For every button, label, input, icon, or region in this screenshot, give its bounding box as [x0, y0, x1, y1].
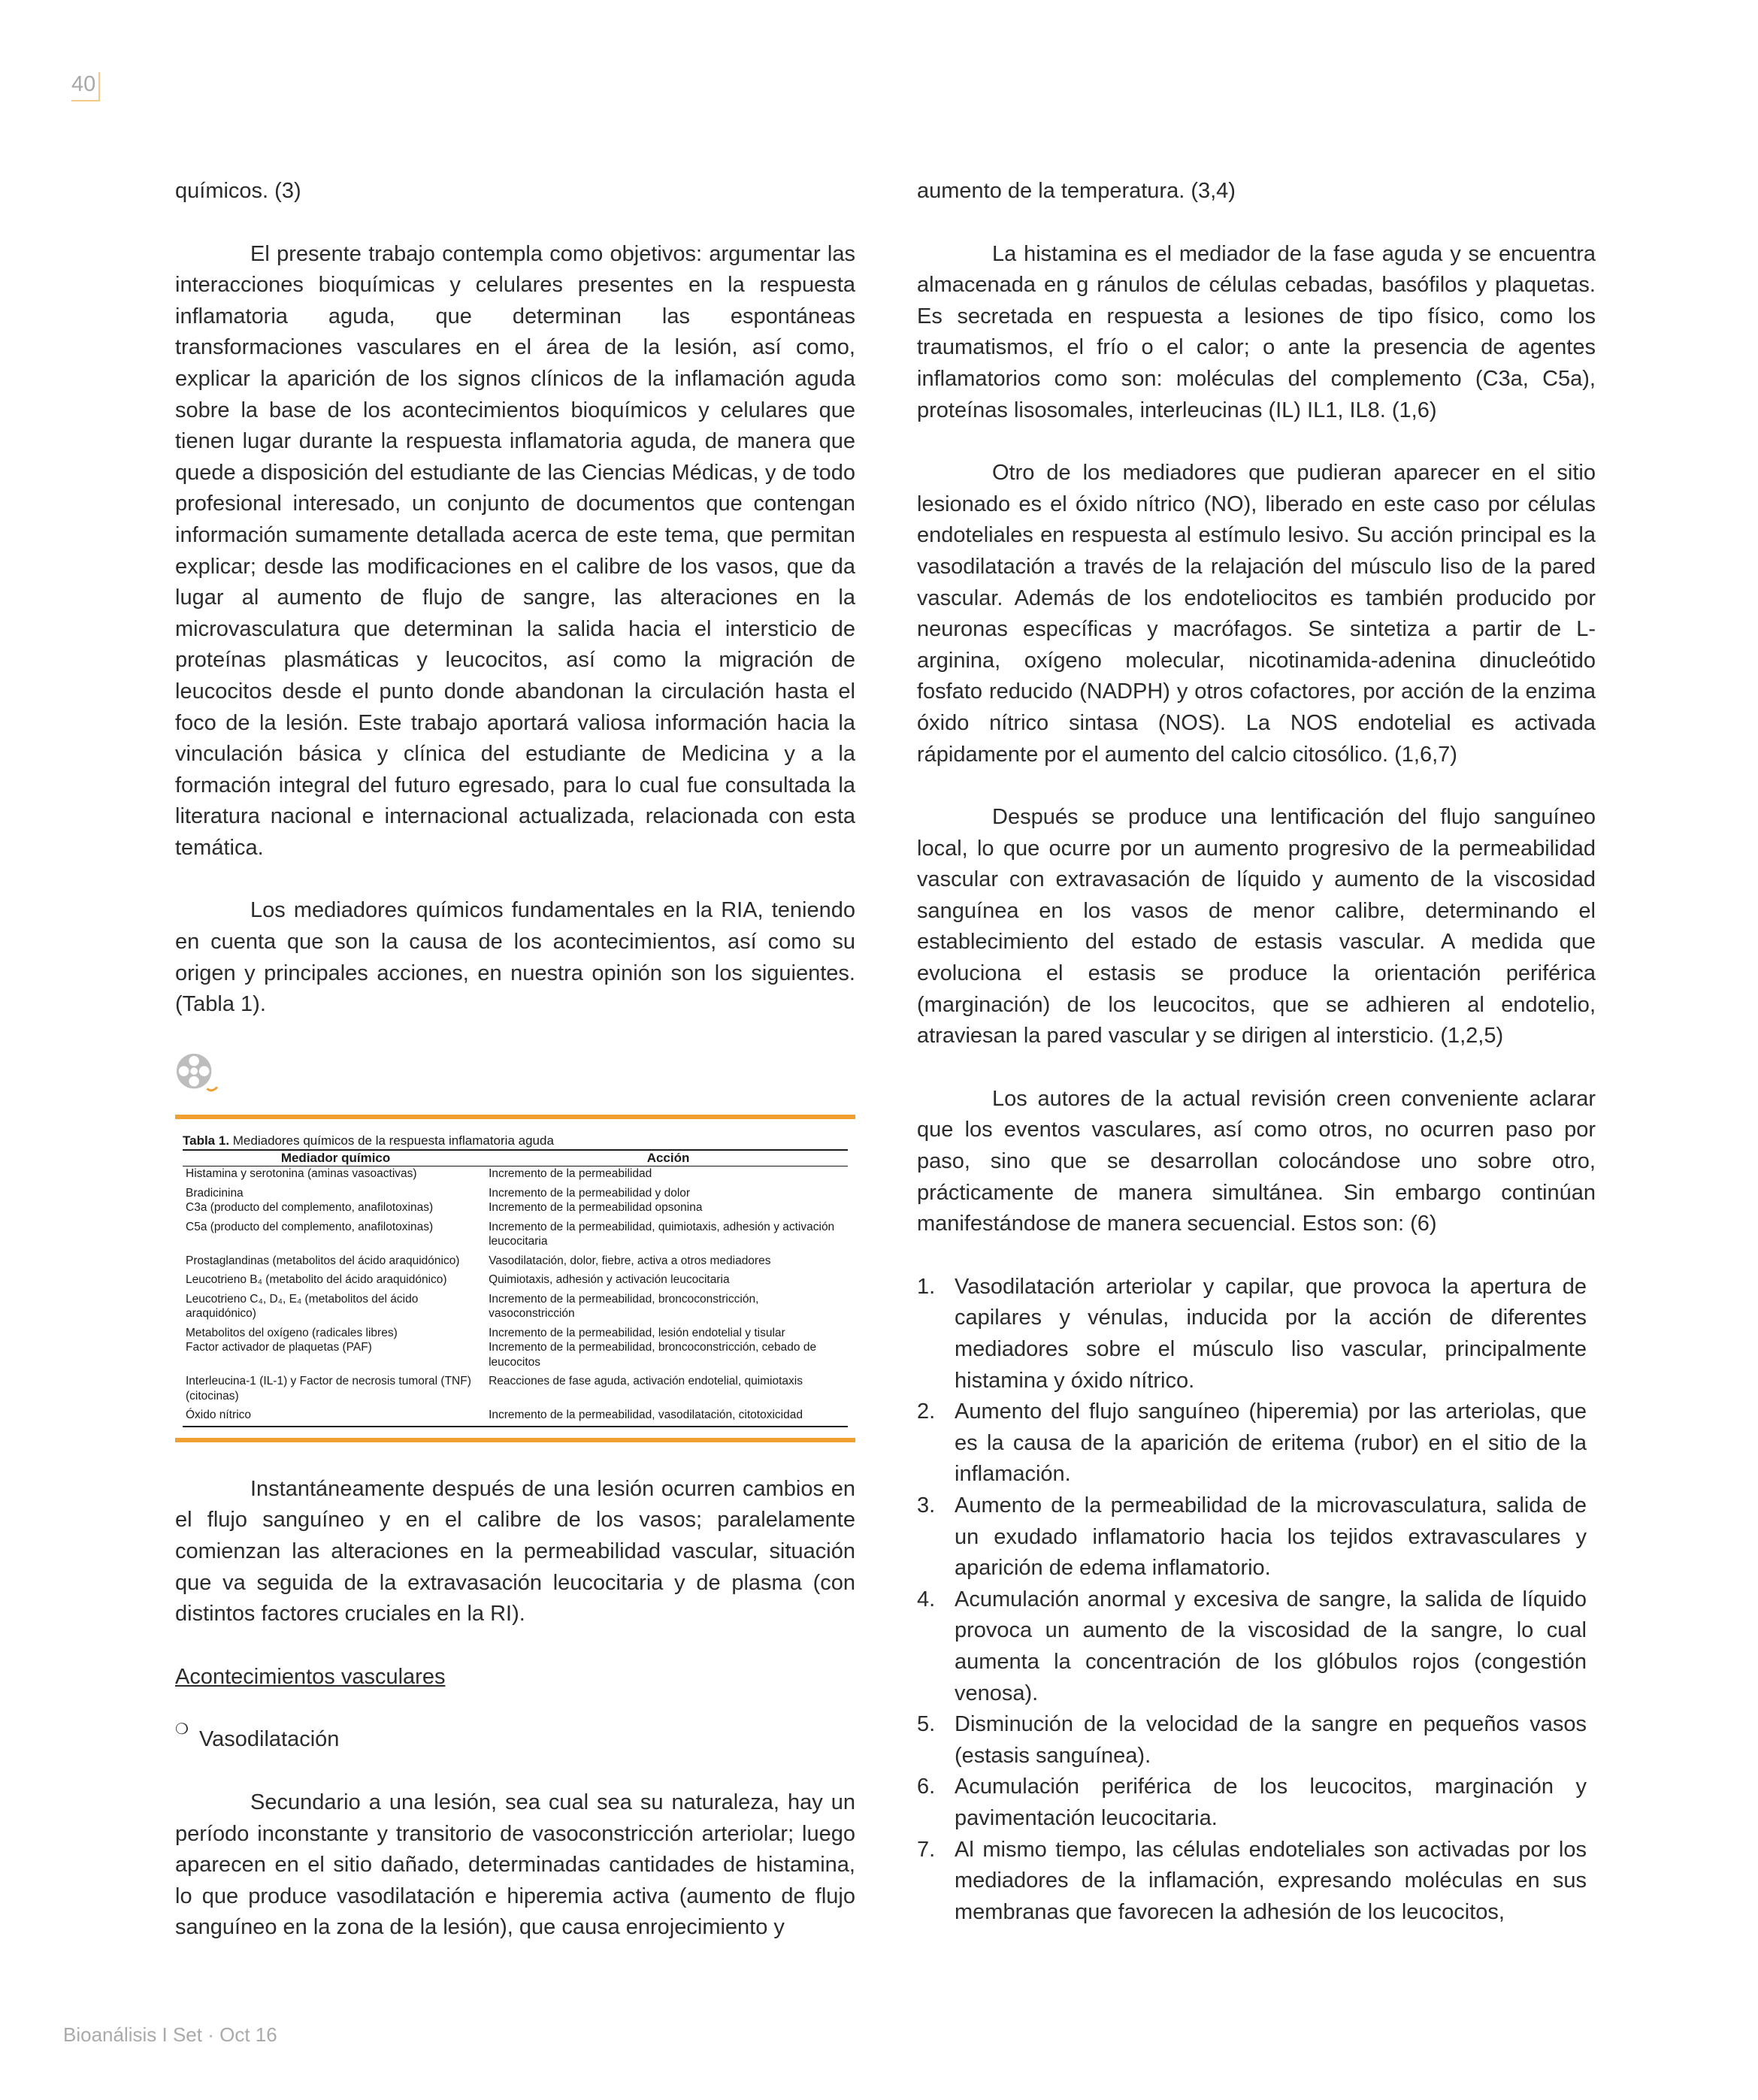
action-cell: Incremento de la permeabilidad, quimiotaxis, adhesión y activación leucocitaria — [489, 1220, 835, 1248]
mediator-cell: Interleucina-1 (IL-1) y Factor de necrosis tumoral (TNF) (citocinas) — [186, 1375, 471, 1403]
table-caption-label: Tabla 1. — [183, 1133, 230, 1148]
right-column — [917, 176, 1596, 1928]
action-cell: Vasodilatación, dolor, fiebre, activa a otros mediadores — [489, 1254, 771, 1267]
paragraph: Los mediadores químicos fundamentales en la RIA, teniendo en cuenta que son la causa de los acontecimientos, así como su origen y principales acciones, en nuestra opinión son los siguientes. (Tabla 1). — [175, 898, 855, 1017]
table-container — [175, 1119, 855, 1438]
action-cell: Incremento de la permeabilidad, vasodilatación, citotoxicidad — [489, 1408, 848, 1427]
mediator-cell: Leucotrieno C₄, D₄, E₄ (metabolitos del ácido araquidónico) — [186, 1292, 419, 1321]
action-cell: Incremento de la permeabilidad, broncoconstricción, vasoconstricción — [489, 1292, 759, 1321]
list-number: 3. — [917, 1493, 936, 1518]
action-cell: Reacciones de fase aguda, activación endotelial, quimiotaxis — [489, 1375, 803, 1388]
table-row — [183, 1166, 848, 1186]
paragraph: Otro de los mediadores que pudieran aparecer en el sitio lesionado es el óxido nítrico (NO), liberado en este caso por células endoteliales en respuesta al estímulo lesivo. Su acción principal es la vasodilatación a través de la relajación del músculo liso de la pared vascular. Además de los endoteliocitos es también producido por neuronas específicas y macrófagos. Se sintetiza a partir de L-arginina, oxígeno molecular, nicotinamida-adenina dinucleótido fosfato reducido (NADPH) y otros cofactores, por acción de la enzima óxido nítrico sintasa (NOS). La NOS endotelial es activada rápidamente por el aumento del calcio citosólico. (1,6,7) — [917, 461, 1596, 767]
table-header: Mediador químico — [183, 1150, 489, 1166]
table-row — [183, 1272, 848, 1292]
list-text: Aumento de la permeabilidad de la microvasculatura, salida de un exudado inflamatorio hacia los tejidos extravasculares y aparición de edema inflamatorio. — [955, 1493, 1587, 1581]
list-text: Al mismo tiempo, las células endoteliales son activadas por los mediadores de la inflamación, expresando moléculas en sus membranas que favorecen la adhesión de los leucocitos, — [955, 1837, 1587, 1924]
table-row — [183, 1408, 848, 1427]
table-row — [183, 1292, 848, 1326]
paragraph: Los autores de la actual revisión creen conveniente aclarar que los eventos vasculares, así como otros, no ocurren paso por paso, sino que se desarrollan colocándose uno sobre otro, prácticamente de manera simultánea. Sin embargo continúan manifestándose de manera secuencial. Estos son: (6) — [917, 1086, 1596, 1236]
mediator-cell: Óxido nítrico — [183, 1408, 489, 1427]
table-row — [183, 1374, 848, 1408]
list-text: Acumulación periférica de los leucocitos, marginación y pavimentación leucocitaria. — [955, 1775, 1587, 1830]
subheading — [175, 1721, 855, 1756]
mediators-table — [183, 1149, 848, 1427]
table-figure — [175, 1052, 855, 1442]
mediator-cell: Prostaglandinas (metabolitos del ácido araquidónico) — [186, 1254, 460, 1267]
list-number: 5. — [917, 1712, 936, 1737]
list-text: Aumento del flujo sanguíneo (hiperemia) por las arteriolas, que es la causa de la aparición de eritema (rubor) en el sitio de la inflamación. — [955, 1399, 1587, 1487]
paragraph: aumento de la temperatura. (3,4) — [917, 179, 1236, 203]
table-row — [183, 1186, 848, 1220]
paragraph: Instantáneamente después de una lesión ocurren cambios en el flujo sanguíneo y en el calibre de los vasos; paralelamente comienzan las alteraciones en la permeabilidad vascular, situación que va seguida de la extravasación leucocitaria y de plasma (con distintos factores cruciales en la RI). — [175, 1476, 855, 1626]
action-cell: Incremento de la permeabilidad — [489, 1167, 652, 1181]
section-heading: Acontecimientos vasculares — [175, 1664, 446, 1689]
list-item — [917, 1709, 1596, 1772]
list-number: 6. — [917, 1775, 936, 1799]
action-cell: Quimiotaxis, adhesión y activación leucocitaria — [489, 1273, 730, 1287]
table-caption-text: Mediadores químicos de la respuesta inflamatoria aguda — [229, 1133, 554, 1148]
list-item — [917, 1490, 1596, 1584]
paragraph: químicos. (3) — [175, 179, 301, 203]
table-bottom-rule — [175, 1438, 855, 1442]
list-number: 7. — [917, 1837, 936, 1862]
paragraph: La histamina es el mediador de la fase aguda y se encuentra almacenada en g ránulos de células cebadas, basófilos y plaquetas. Es secretada en respuesta a lesiones de tipo físico, como los traumatismos, el frío o el calor; o ante la presencia de agentes inflamatorios como son: moléculas del complemento (C3a, C5a), proteínas lisosomales, interleucinas (IL) IL1, IL8. (1,6) — [917, 241, 1596, 422]
list-number: 4. — [917, 1587, 936, 1611]
table-header: Acción — [489, 1150, 848, 1166]
list-item — [917, 1584, 1596, 1709]
film-reel-icon — [175, 1052, 219, 1096]
list-item — [917, 1396, 1596, 1490]
action-cell: Incremento de la permeabilidad y dolor Incremento de la permeabilidad opsonina — [489, 1186, 703, 1215]
mediator-cell: C5a (producto del complemento, anafilotoxinas) — [186, 1220, 434, 1233]
list-item — [917, 1272, 1596, 1396]
list-text: Disminución de la velocidad de la sangre en pequeños vasos (estasis sanguínea). — [955, 1712, 1587, 1768]
mediator-cell: Bradicinina C3a (producto del complemento, anafilotoxinas) — [186, 1186, 434, 1215]
mediator-cell: Metabolitos del oxígeno (radicales libres) Factor activador de plaquetas (PAF) — [186, 1326, 398, 1354]
bullet-ring-icon: ❍ — [175, 1721, 189, 1738]
mediator-cell: Leucotrieno B₄ (metabolito del ácido araquidónico) — [186, 1273, 447, 1287]
paragraph: Secundario a una lesión, sea cual sea su naturaleza, hay un período inconstante y transitorio de vasoconstricción arteriolar; luego aparecen en el sitio dañado, determinadas cantidades de histamina, lo que produce vasodilatación e hiperemia activa (aumento de flujo sanguíneo en la zona de la lesión), que causa enrojecimiento y — [175, 1790, 855, 1940]
list-text: Vasodilatación arteriolar y capilar, que provoca la apertura de capilares y vénulas, inducida por la acción de diferentes mediadores sobre el músculo liso vascular, principalmente histamina y óxido nítrico. — [955, 1274, 1587, 1393]
table-row — [183, 1326, 848, 1375]
list-item — [917, 1835, 1596, 1929]
list-text: Acumulación anormal y excesiva de sangre, la salida de líquido provoca un aumento de la viscosidad de la sangre, lo cual aumenta la concentración de los glóbulos rojos (congestión venosa). — [955, 1587, 1587, 1705]
table-row — [183, 1254, 848, 1273]
footer: Bioanálisis I Set · Oct 16 — [63, 2023, 277, 2046]
paragraph: El presente trabajo contempla como objetivos: argumentar las interacciones bioquímicas y celulares presentes en la respuesta inflamatoria aguda, que determinan las espontáneas transformaciones vasculares en el área de la lesión, así como, explicar la aparición de los signos clínicos de la inflamación aguda sobre la base de los acontecimientos bioquímicos y celulares que tienen lugar durante la respuesta inflamatoria aguda, de manera que quede a disposición del estudiante de las Ciencias Médicas, y de todo profesional interesado, un conjunto de documentos que contengan información sumamente detallada acerca de este tema, que permitan explicar; desde las modificaciones en el calibre de los vasos, que da lugar al aumento de flujo de sangre, las alteraciones en la microvasculatura que determinan la salida hacia el intersticio de proteínas plasmáticas y leucocitos, así como la migración de leucocitos desde el punto donde abandonan la circulación hasta el foco de la lesión. Este trabajo aportará valiosa información hacia la vinculación básica y clínica del estudiante de Medicina y a la formación integral del futuro egresado, para lo cual fue consultada la literatura nacional e internacional actualizada, relacionada con esta temática. — [175, 241, 855, 860]
list-item — [917, 1772, 1596, 1834]
paragraph: Después se produce una lentificación del flujo sanguíneo local, lo que ocurre por un aumento progresivo de la permeabilidad vascular con extravasación de líquido y aumento de la viscosidad sanguínea en los vasos de menor calibre, determinando el establecimiento del estado de estasis vascular. A medida que evoluciona el estasis se produce la orientación periférica (marginación) de los leucocitos, que se adhieren al endotelio, atraviesan la pared vascular y se dirigen al intersticio. (1,2,5) — [917, 805, 1596, 1048]
subheading-text: Vasodilatación — [198, 1727, 340, 1752]
left-column — [175, 176, 855, 1975]
page-number: 40 — [71, 72, 100, 101]
action-cell: Incremento de la permeabilidad, lesión endotelial y tisular Incremento de la permeabilidad, broncoconstricción, cebado de leucocitos — [489, 1326, 817, 1369]
list-number: 1. — [917, 1274, 936, 1299]
table-caption — [183, 1133, 848, 1149]
mediator-cell: Histamina y serotonina (aminas vasoactivas) — [186, 1167, 417, 1181]
list-number: 2. — [917, 1399, 936, 1424]
vascular-events-list — [917, 1272, 1596, 1928]
table-row — [183, 1220, 848, 1254]
